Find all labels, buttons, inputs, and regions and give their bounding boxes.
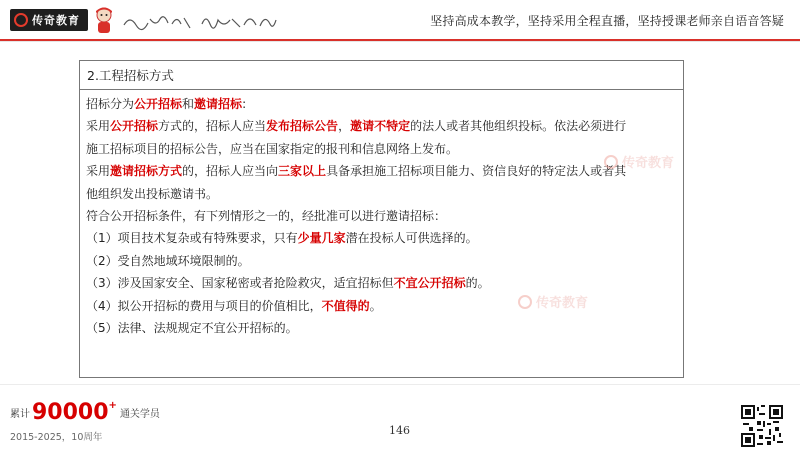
paragraph-open-bidding [86,115,677,137]
paragraph-intro [86,93,677,115]
highlight-text: 不值得的 [321,298,370,313]
text-run: 潜在投标人可供选择的。 [345,231,478,246]
text-run: （3）涉及国家安全、国家秘密或者抢险救灾，适宜招标但 [86,276,394,291]
logo-ring-icon [14,13,28,27]
stat-suffix: 通关学员 [119,409,160,420]
highlight-text: 三家以上 [278,164,327,179]
watermark-logo-icon [604,155,618,169]
content-card [79,60,684,378]
mascot-icon [91,6,117,34]
page-number: 146 [389,424,410,437]
text-run: 和 [182,97,195,111]
watermark-logo-icon [518,295,532,309]
qr-code-icon [741,405,783,447]
paragraph-invited-bidding [86,160,677,182]
brand-logo [10,9,88,31]
student-stat [10,402,160,424]
anniversary-text: 2015-2025，10周年 [10,432,103,443]
text-run: 采用 [86,119,111,134]
text-run: 方式的，招标人应当 [158,119,267,134]
stat-prefix: 累计 [10,409,30,420]
paragraph-open-bidding-cont: 施工招标项目的招标公告，应当在国家指定的报刊和信息网络上发布。 [86,141,459,156]
text-run: 的，招标人应当向 [182,164,279,179]
stat-number: 90000 [32,400,109,425]
text-run: （1）项目技术复杂或有特殊要求，只有 [86,231,298,246]
text-run: 。 [369,298,382,313]
text-run: （4）拟公开招标的费用与项目的价值相比， [86,298,322,313]
watermark-text: 传奇教育 [536,296,589,311]
stat-plus: + [108,400,117,411]
highlight-text: 少量几家 [297,231,346,246]
text-run: 的法人或者其他组织投标。依法必须进行 [410,119,627,134]
list-item [86,250,677,272]
logo-text: 传奇教育 [32,14,80,27]
highlight-text: 邀请不特定 [350,119,411,134]
highlight-text: 公开招标 [110,119,159,134]
highlight-text: 邀请招标 [194,97,243,111]
highlight-text: 邀请招标方式 [110,164,183,179]
watermark [518,292,588,311]
list-item [86,317,677,339]
content-body [80,90,683,339]
list-item [86,295,677,317]
watermark [604,152,674,171]
highlight-text: 公开招标 [134,97,183,111]
text-run: : [242,97,247,111]
paragraph-conditions: 符合公开招标条件，有下列情形之一的，经批准可以进行邀请招标： [86,209,447,224]
paragraph-invited-bidding-cont: 他组织发出投标邀请书。 [86,186,219,201]
highlight-text: 不宜公开招标 [393,276,466,291]
text-run: 的。 [465,276,490,291]
header-shadow-line [0,41,800,42]
highlight-text: 发布招标公告 [266,119,339,134]
text-run: （5）法律、法规规定不宜公开招标的。 [86,321,298,336]
watermark-text: 传奇教育 [622,156,675,171]
top-bar [0,0,800,40]
text-run: 采用 [86,164,111,179]
text-run: ， [338,119,351,134]
section-title: 2.工程招标方式 [80,61,683,90]
header-slogan: 坚持高成本教学，坚持采用全程直播，坚持授课老师亲自语音答疑 [430,14,784,28]
list-item [86,227,677,249]
text-run: 具备承担施工招标项目能力、资信良好的特定法人或者其 [326,164,627,179]
handwritten-motto-image [120,10,280,34]
list-item [86,272,677,294]
footer-divider [0,384,800,385]
text-run: （2）受自然地域环境限制的。 [86,253,250,268]
text-run: 招标分为 [86,97,135,111]
